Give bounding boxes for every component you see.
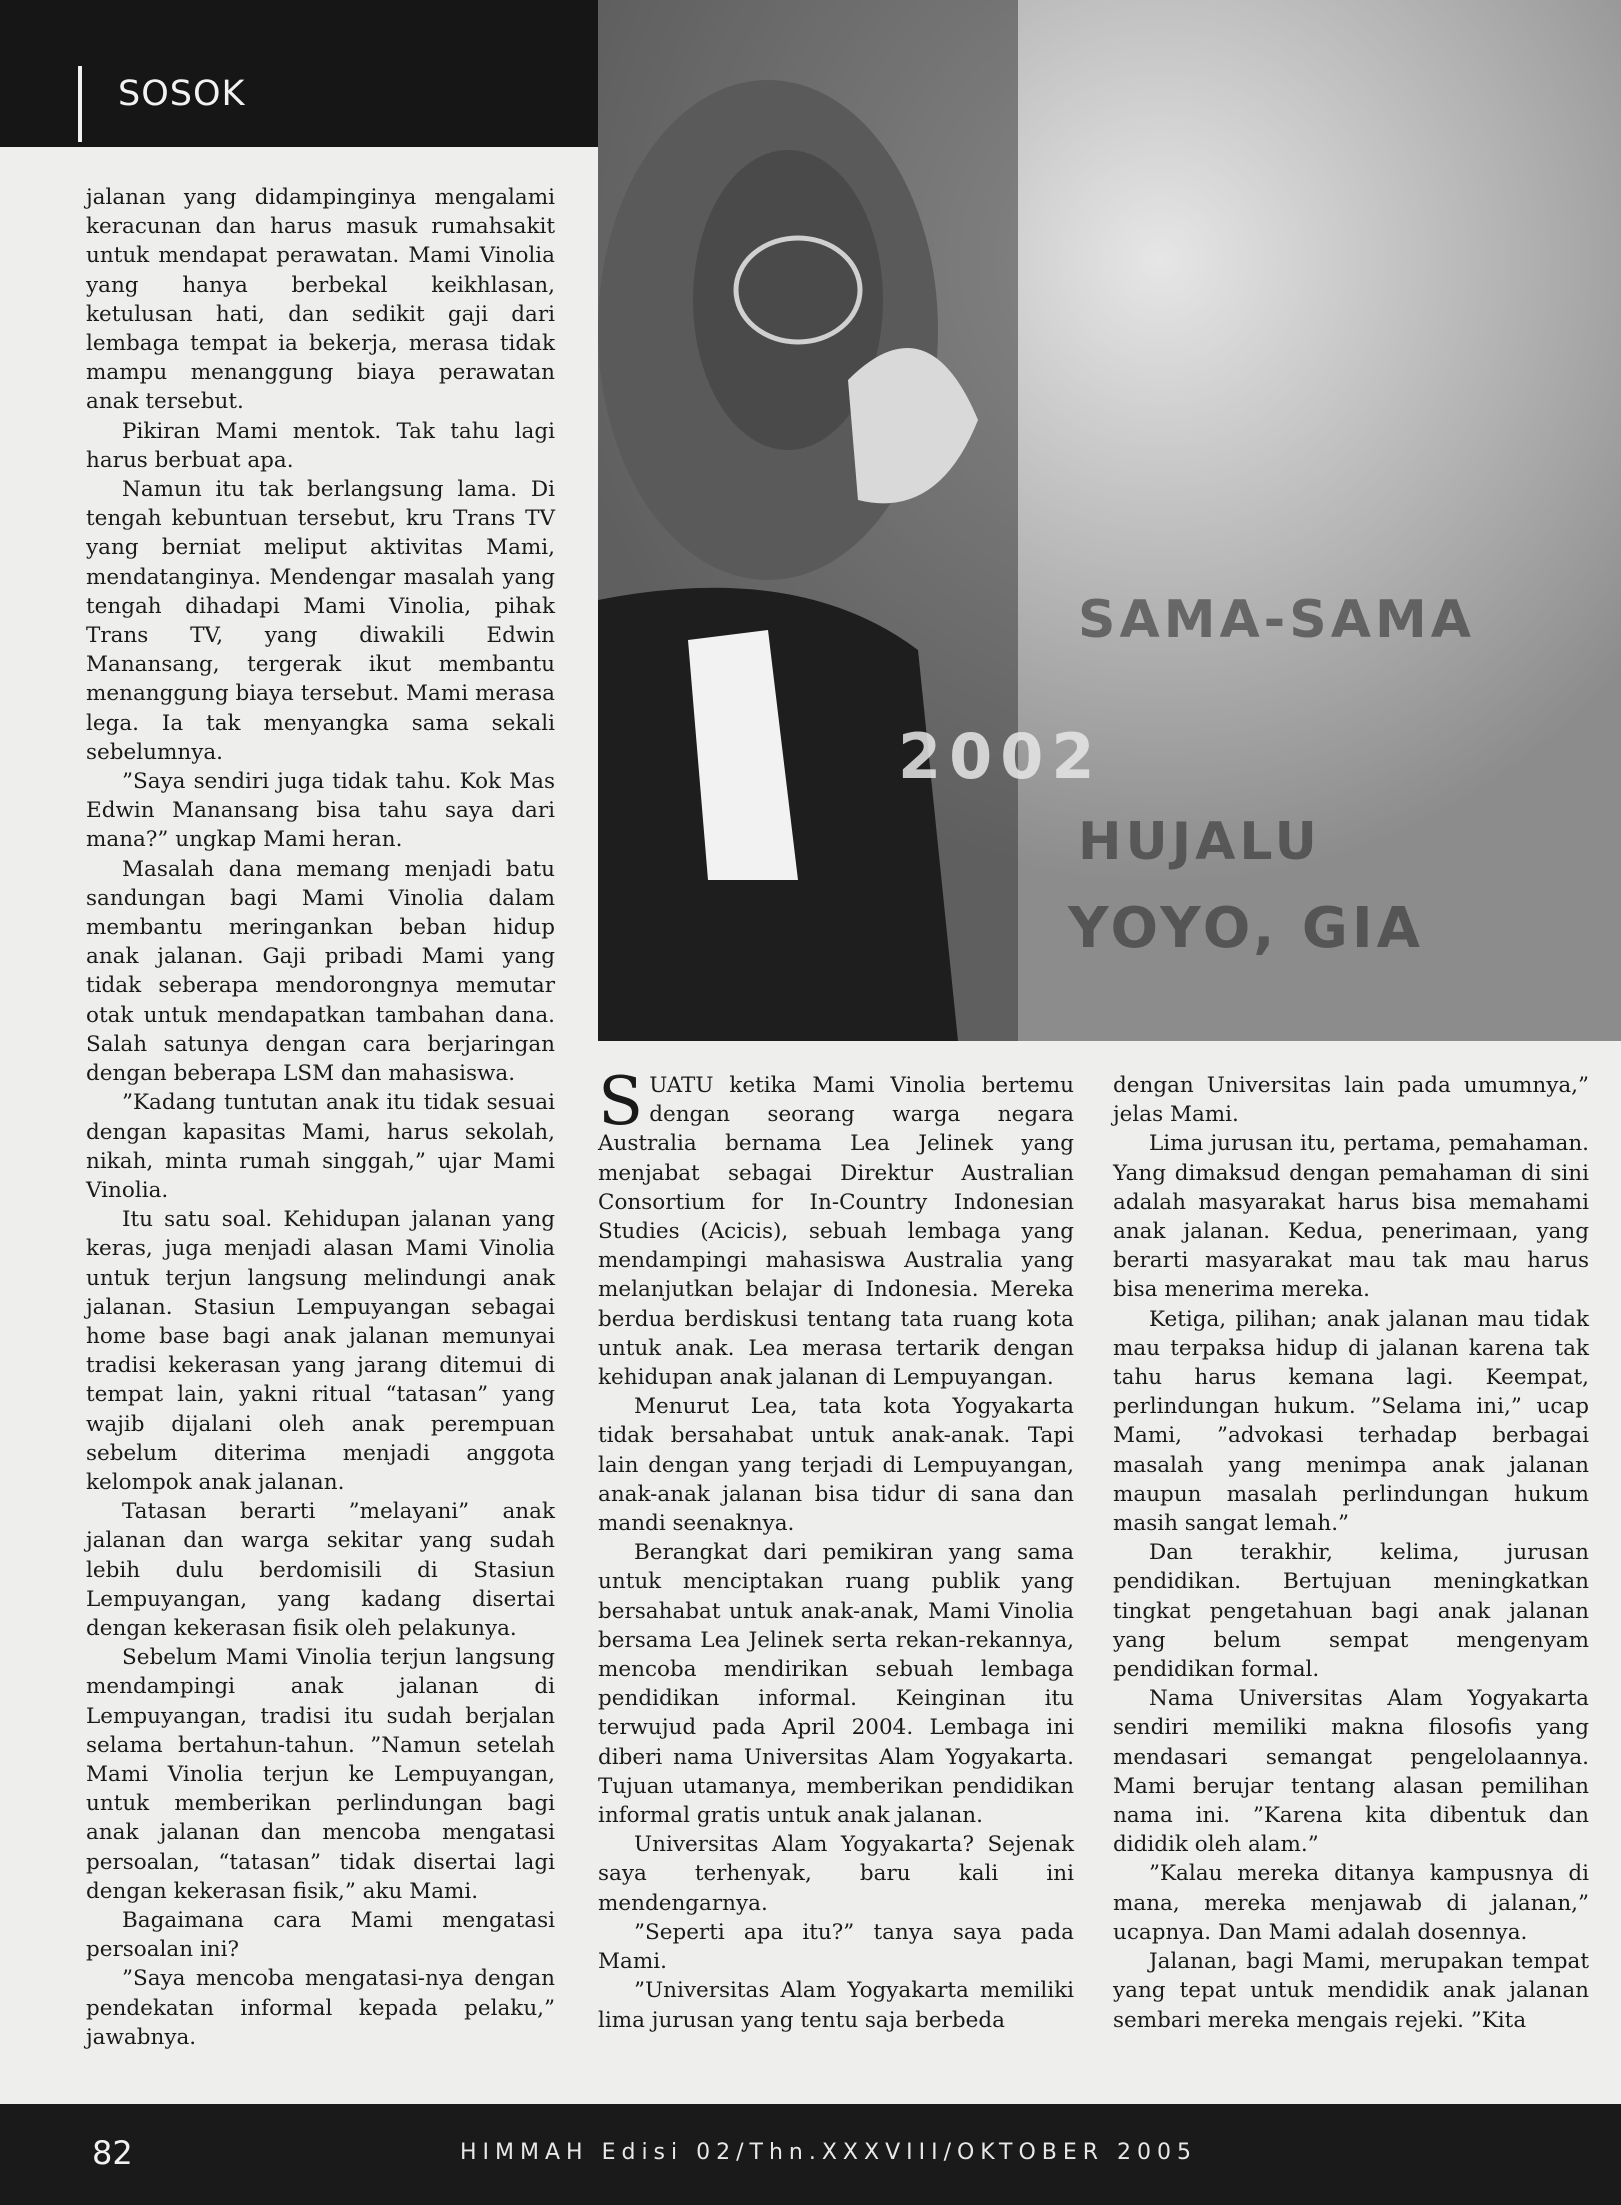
section-title: SOSOK xyxy=(118,74,246,114)
paragraph: Berangkat dari pemikiran yang sama untuk menciptakan ruang publik yang bersahabat untuk anak-anak, Mami Vinolia bersama Lea Jelinek serta rekan-rekannya, mencoba mendirikan sebuah lembaga pendidikan informal. Keinginan itu terwujud pada April 2004. Lembaga ini diberi nama Universitas Alam Yogyakarta. Tujuan utamanya, memberikan pendidikan informal gratis untuk anak jalanan. xyxy=(598,1540,1074,1829)
paragraph: Nama Universitas Alam Yogyakarta sendiri memiliki makna filosofis yang mendasari semangat pengelolaannya. Mami berujar tentang alasan pemilihan nama ini. ”Karena kita dibentuk dan dididik oleh alam.” xyxy=(1113,1686,1589,1858)
photo-caption-line-4: YOYO, GIA xyxy=(1068,896,1425,961)
paragraph: ”Saya sendiri juga tidak tahu. Kok Mas Edwin Manansang bisa tahu saya dari mana?” ungkap Mami heran. xyxy=(86,769,555,853)
masthead: HIMMAH Edisi 02/Thn.XXXVIII/OKTOBER 2005 xyxy=(460,2140,1198,2165)
paragraph: Tatasan berarti ”melayani” anak jalanan dan warga sekitar yang sudah lebih dulu berdomisili di Stasiun Lempuyangan, yang kadang disertai dengan kekerasan fisik oleh pelakunya. xyxy=(86,1499,555,1641)
paragraph: Universitas Alam Yogyakarta? Sejenak saya terhenyak, baru kali ini mendengarnya. xyxy=(598,1832,1074,1916)
portrait-illustration xyxy=(598,0,1621,1041)
article-column-1 xyxy=(86,183,555,2052)
drop-cap: S xyxy=(598,1063,644,1140)
paragraph: Lima jurusan itu, pertama, pemahaman. Yang dimaksud dengan pemahaman di sini adalah masyarakat harus bisa memahami anak jalanan. Kedua, penerimaan, yang berarti masyarakat mau tak mau harus bisa menerima mereka. xyxy=(1113,1131,1589,1303)
photo-caption-line-1: SAMA-SAMA xyxy=(1078,590,1475,650)
opening-paragraph xyxy=(598,1063,1074,1392)
paragraph: Masalah dana memang menjadi batu sandungan bagi Mami Vinolia dalam membantu meringankan beban hidup anak jalanan. Gaji pribadi Mami yang tidak seberapa mendorongnya memutar otak untuk mendapatkan tambahan dana. Salah satunya dengan cara berjaringan dengan beberapa LSM dan mahasiswa. xyxy=(86,856,555,1087)
paragraph: Bagaimana cara Mami mengatasi persoalan ini? xyxy=(86,1907,555,1963)
photo-caption-line-2: 2002 xyxy=(898,720,1103,793)
paragraph: ”Saya mencoba mengatasi-nya dengan pendekatan informal kepada pelaku,” jawabnya. xyxy=(86,1966,555,2050)
photo-caption-line-3: HUJALU xyxy=(1078,812,1321,872)
article-column-2 xyxy=(598,1063,1074,2035)
article-column-3 xyxy=(1113,1071,1589,2035)
paragraph: Pikiran Mami mentok. Tak tahu lagi harus berbuat apa. xyxy=(86,418,555,473)
paragraph: ”Seperti apa itu?” tanya saya pada Mami. xyxy=(598,1919,1074,1975)
paragraph: Jalanan, bagi Mami, merupakan tempat yang tepat untuk mendidik anak jalanan sembari mereka mengais rejeki. ”Kita xyxy=(1113,1949,1589,2033)
paragraph: Menurut Lea, tata kota Yogyakarta tidak bersahabat untuk anak-anak. Tapi lain dengan yang terjadi di Lempuyangan, anak-anak jalanan bisa tidur di sana dan mandi seenaknya. xyxy=(598,1394,1074,1537)
paragraph: ”Kadang tuntutan anak itu tidak sesuai dengan kapasitas Mami, harus sekolah, nikah, minta rumah singgah,” ujar Mami Vinolia. xyxy=(86,1090,555,1203)
paragraph: dengan Universitas lain pada umumnya,” jelas Mami. xyxy=(1113,1073,1589,1128)
paragraph: ”Universitas Alam Yogyakarta memiliki lima jurusan yang tentu saja berbeda xyxy=(598,1978,1074,2033)
page-footer xyxy=(0,2104,1621,2205)
page-number: 82 xyxy=(92,2134,133,2172)
paragraph: Namun itu tak berlangsung lama. Di tengah kebuntuan tersebut, kru Trans TV yang berniat meliput aktivitas Mami, mendatanginya. Mendengar masalah yang tengah dihadapi Mami Vinolia, pihak Trans TV, yang diwakili Edwin Manansang, tergerak ikut membantu menanggung biaya tersebut. Mami merasa lega. Ia tak menyangka sama sekali sebelumnya. xyxy=(86,477,556,765)
paragraph: Itu satu soal. Kehidupan jalanan yang keras, juga menjadi alasan Mami Vinolia untuk terjun langsung melindungi anak jalanan. Stasiun Lempuyangan sebagai home base bagi anak jalanan memunyai tradisi kekerasan yang jarang ditemui di tempat lain, yakni ritual “tatasan” yang wajib dijalani oleh anak perempuan sebelum diterima menjadi anggota kelompok anak jalanan. xyxy=(86,1207,555,1495)
paragraph: Ketiga, pilihan; anak jalanan mau tidak mau terpaksa hidup di jalanan karena tak tahu harus kemana lagi. Keempat, perlindungan hukum. ”Selama ini,” ucap Mami, ”advokasi terhadap berbagai masalah yang menimpa anak jalanan maupun masalah perlindungan hukum masih sangat lemah.” xyxy=(1113,1306,1589,1537)
paragraph: Dan terakhir, kelima, jurusan pendidikan. Bertujuan meningkatkan tingkat pengetahuan bagi anak jalanan yang belum sempat mengenyam pendidikan formal. xyxy=(1113,1540,1589,1683)
opening-text: UATU ketika Mami Vinolia bertemu dengan seorang warga negara Australia bernama Lea Jelinek yang menjabat sebagai Direktur Australian Consortium for In-Country Indonesian Studies (Acicis), sebuah lembaga yang mendampingi mahasiswa Australia yang melanjutkan belajar di Indonesia. Mereka berdua berdiskusi tentang tata ruang kota untuk anak. Lea merasa tertarik dengan kehidupan anak jalanan di Lempuyangan. xyxy=(598,1073,1074,1391)
header-divider xyxy=(78,66,82,142)
paragraph: ”Kalau mereka ditanya kampusnya di mana, mereka menjawab di jalanan,” ucapnya. Dan Mami adalah dosennya. xyxy=(1113,1861,1589,1945)
portrait-photo xyxy=(598,0,1621,1041)
paragraph: jalanan yang didampinginya mengalami keracunan dan harus masuk rumahsakit untuk mendapat perawatan. Mami Vinolia yang hanya berbekal keikhlasan, ketulusan hati, dan sedikit gaji dari lembaga tempat ia bekerja, merasa tidak mampu menanggung biaya perawatan anak tersebut. xyxy=(86,185,555,415)
section-header xyxy=(0,0,598,147)
paragraph: Sebelum Mami Vinolia terjun langsung mendampingi anak jalanan di Lempuyangan, tradisi itu sudah berjalan selama bertahun-tahun. ”Namun setelah Mami Vinolia terjun ke Lempuyangan, untuk memberikan perlindungan bagi anak jalanan dan mencoba mengatasi persoalan, “tatasan” tidak disertai lagi dengan kekerasan fisik,” aku Mami. xyxy=(86,1645,555,1904)
